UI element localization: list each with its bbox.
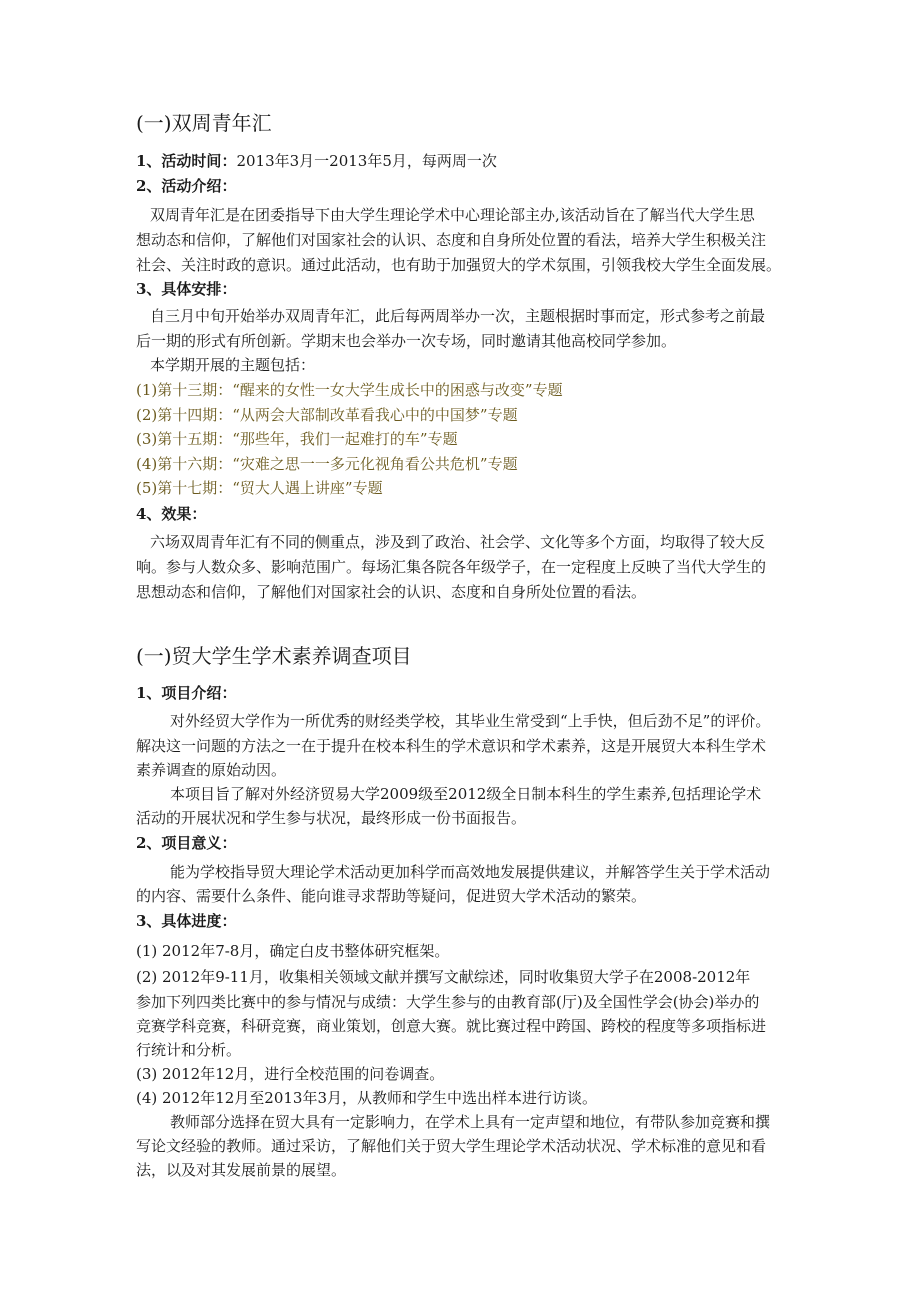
progress-line: 参加下列四类比赛中的参与情况与成绩：大学生参与的由教育部(厅)及全国性学会(协会)举办的 [136, 993, 760, 1011]
effect-line: 六场双周青年汇有不同的侧重点，涉及到了政治、社会学、文化等多个方面，均取得了较大反 [150, 533, 766, 551]
intro-line: 双周青年汇是在团委指导下由大学生理论学术中心理论部主办,该活动旨在了解当代大学生思 [150, 206, 755, 224]
progress-line: 教师部分选择在贸大具有一定影响力，在学术上具有一定声望和地位，有带队参加竞赛和撰 [170, 1113, 771, 1131]
meaning-heading: 2、项目意义： [136, 834, 237, 852]
effect-line: 响。参与人数众多、影响范围广。每场汇集各院各年级学子，在一定程度上反映了当代大学生的 [136, 558, 767, 576]
progress-line: (2) 2012年9-11月，收集相关领域文献并撰写文献综述，同时收集贸大学子在2008-2012年 [136, 968, 751, 986]
project-intro-line: 对外经贸大学作为一所优秀的财经类学校，其毕业生常受到“上手快，但后劲不足”的评价。 [170, 712, 771, 730]
meaning-line: 能为学校指导贸大理论学术活动更加科学而高效地发展提供建议，并解答学生关于学术活动 [170, 863, 771, 881]
section2-title: (一)贸大学生学术素养调查项目 [136, 644, 412, 668]
progress-line: (4) 2012年12月至2013年3月，从教师和学生中选出样本进行访谈。 [136, 1089, 597, 1107]
section1-title: (一)双周青年汇 [136, 111, 272, 135]
progress-line: (1) 2012年7-8月，确定白皮书整体研究框架。 [136, 942, 450, 960]
plan-heading: 3、具体安排： [136, 280, 237, 298]
progress-line: 法，以及对其发展前景的展望。 [136, 1161, 347, 1179]
plan-line: 后一期的形式有所创新。学期末也会举办一次专场，同时邀请其他高校同学参加。 [136, 332, 677, 350]
project-intro-line: 素养调查的原始动因。 [136, 761, 287, 779]
progress-line: (3) 2012年12月，进行全校范围的问卷调查。 [136, 1065, 445, 1083]
plan-line: 本学期开展的主题包括： [150, 356, 316, 374]
progress-heading: 3、具体进度： [136, 912, 237, 930]
meaning-line: 的内容、需要什么条件、能向谁寻求帮助等疑问，促进贸大学术活动的繁荣。 [136, 887, 647, 905]
topic-item: (4)第十六期：“灾难之思一一多元化视角看公共危机”专题 [136, 455, 518, 473]
project-intro-heading: 1、项目介绍： [136, 684, 237, 702]
progress-line: 竞赛学科竞赛，科研竞赛，商业策划，创意大赛。就比赛过程中跨国、跨校的程度等多项指标进 [136, 1017, 767, 1035]
intro-line: 想动态和信仰，了解他们对国家社会的认识、态度和自身所处位置的看法，培养大学生积极关注 [136, 231, 767, 249]
topic-item: (5)第十七期：“贸大人遇上讲座”专题 [136, 479, 383, 497]
effect-heading: 4、效果： [136, 505, 207, 523]
effect-line: 思想动态和信仰，了解他们对国家社会的认识、态度和自身所处位置的看法。 [136, 583, 647, 601]
time-heading: 1、活动时间： [136, 152, 237, 170]
project-intro-line: 解决这一问题的方法之一在于提升在校本科生的学术意识和学术素养，这是开展贸大本科生学术 [136, 737, 767, 755]
progress-line: 写论文经验的教师。通过采访，了解他们关于贸大学生理论学术活动状况、学术标准的意见和看 [136, 1137, 767, 1155]
topic-item: (1)第十三期：“醒来的女性一女大学生成长中的困惑与改变”专题 [136, 381, 563, 399]
time-value: 2013年3月一2013年5月，每两周一次 [236, 152, 497, 170]
topic-item: (2)第十四期：“从两会大部制改革看我心中的中国梦”专题 [136, 406, 518, 424]
progress-line: 行统计和分析。 [136, 1041, 242, 1059]
project-intro-line: 活动的开展状况和学生参与状况，最终形成一份书面报告。 [136, 809, 527, 827]
project-intro-line: 本项目旨了解对外经济贸易大学2009级至2012级全日制本科生的学生素养,包括理论学术 [170, 785, 762, 803]
intro-line: 社会、关注时政的意识。通过此活动，也有助于加强贸大的学术氛围，引领我校大学生全面发展。 [136, 256, 782, 274]
topic-item: (3)第十五期：“那些年，我们一起难打的车”专题 [136, 430, 458, 448]
intro-heading: 2、活动介绍： [136, 177, 237, 195]
time-row [136, 150, 796, 172]
plan-line: 自三月中旬开始举办双周青年汇，此后每两周举办一次，主题根据时事而定，形式参考之前最 [150, 307, 766, 325]
